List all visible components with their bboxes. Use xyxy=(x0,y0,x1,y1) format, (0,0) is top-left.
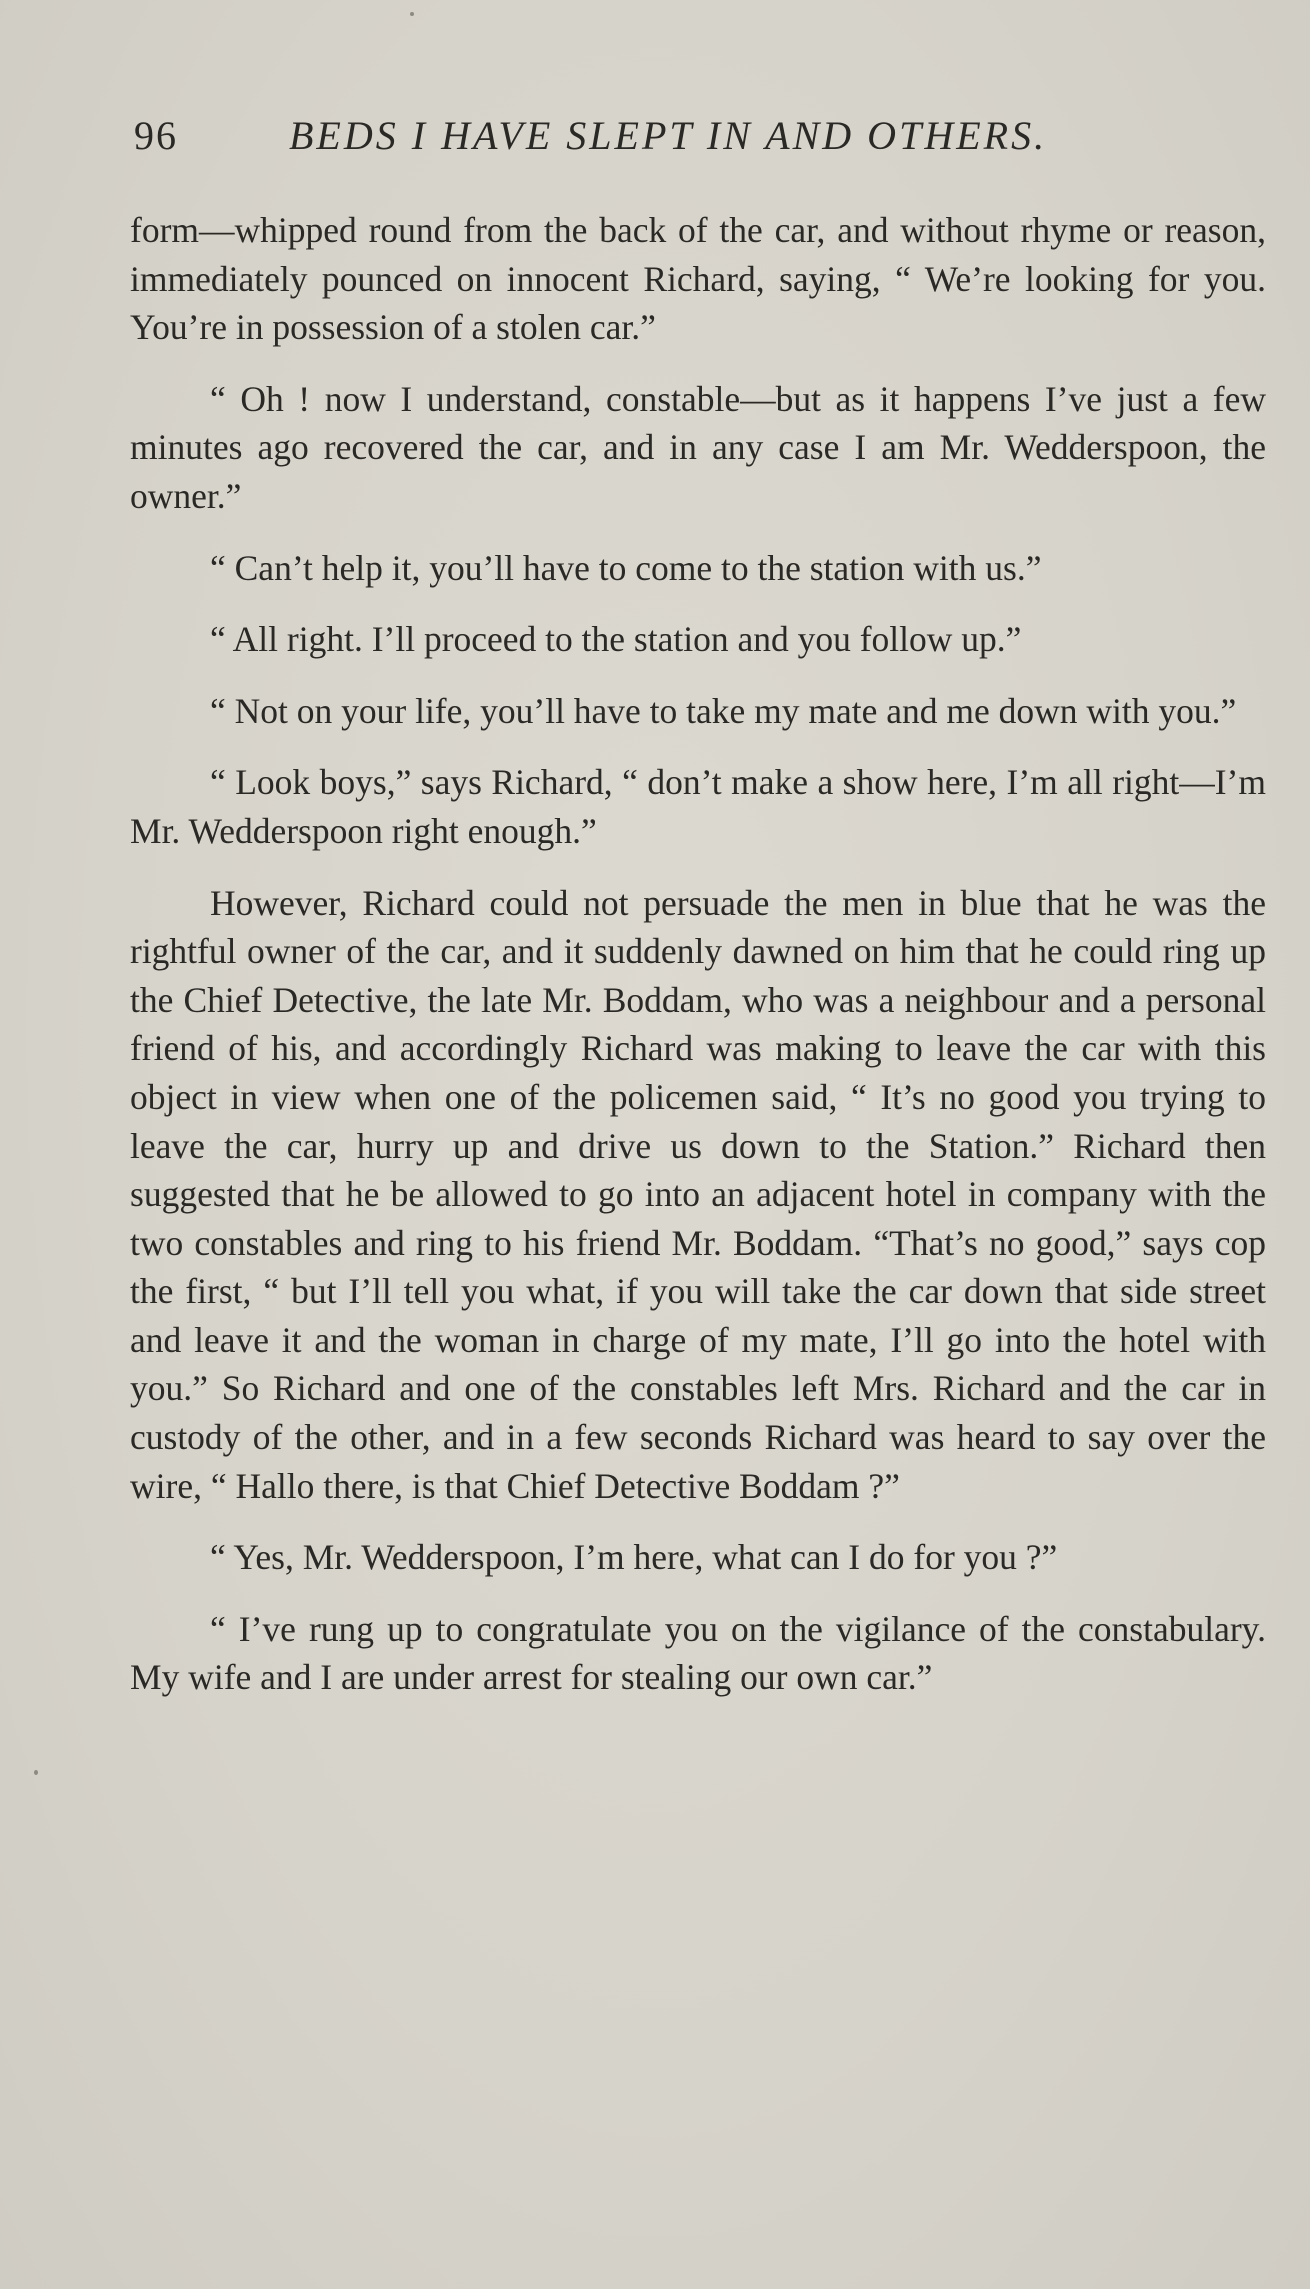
paper-speck xyxy=(34,1770,38,1775)
running-title: BEDS I HAVE SLEPT IN AND OTHERS. xyxy=(289,113,1048,158)
paragraph-continuation: form—whipped round from the back of the car, and without rhyme or reason, immediately pounced on innocent Richard, saying, “ We’re looking for you. You’re in possession of a stolen car.” xyxy=(130,210,1266,348)
running-head xyxy=(134,112,1134,162)
paragraph: “ Can’t help it, you’ll have to come to the station with us.” xyxy=(210,547,1042,588)
paragraph: “ Yes, Mr. Wedderspoon, I’m here, what can I do for you ?” xyxy=(210,1537,1058,1578)
paragraph: “ Not on your life, you’ll have to take my mate and me down with you.” xyxy=(210,690,1237,731)
paragraph: “ I’ve rung up to congratulate you on the vigilance of the constabulary. My wife and I are under arrest for stealing our own car.” xyxy=(130,1608,1266,1698)
paragraph: “ All right. I’ll proceed to the station and you follow up.” xyxy=(210,619,1022,660)
paragraph: “ Oh ! now I understand, constable—but as it happens I’ve just a few minutes ago recovered the car, and in any case I am Mr. Wedderspoon, the owner.” xyxy=(130,378,1266,516)
paragraph: However, Richard could not persuade the men in blue that he was the rightful owner of the car, and it suddenly dawned on him that he could ring up the Chief Detective, the late Mr. Boddam, who was a neighbour and a personal friend of his, and accordingly Richard was making to leave the car with this object in view when one of the policemen said, “ It’s no good you trying to leave the car, hurry up and drive us down to the Station.” Richard then suggested that he be allowed to go into an adjacent hotel in company with the two constables and ring to his friend Mr. Boddam. “That’s no good,” says cop the first, “ but I’ll tell you what, if you will take the car down that side street and leave it and the woman in charge of my mate, I’ll go into the hotel with you.” So Richard and one of the constables left Mrs. Richard and the car in custody of the other, and in a few seconds Richard was heard to say over the wire, “ Hallo there, is that Chief Detective Boddam ?” xyxy=(130,882,1266,1506)
page-number: 96 xyxy=(134,113,178,158)
body-text xyxy=(130,206,1266,1725)
paper-speck xyxy=(410,12,414,16)
paragraph: “ Look boys,” says Richard, “ don’t make a show here, I’m all right—I’m Mr. Wedderspoon right enough.” xyxy=(130,762,1266,851)
